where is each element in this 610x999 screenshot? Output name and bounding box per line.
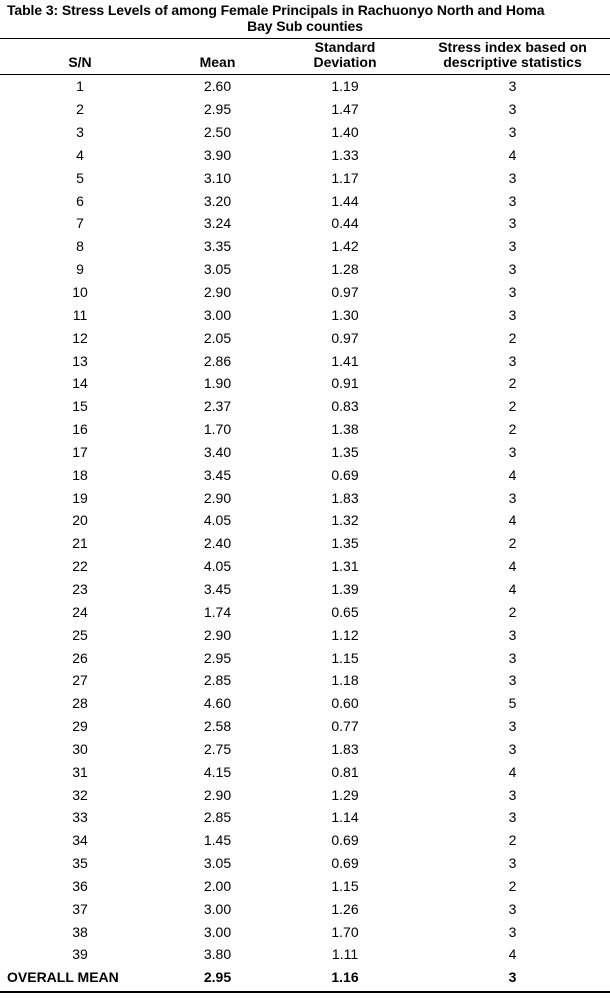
cell-stress-index: 2 (508, 329, 517, 346)
table-row (0, 783, 610, 806)
cell-sn: 28 (72, 695, 88, 712)
cell-mean: 3.10 (203, 169, 232, 186)
table-row (0, 920, 610, 943)
cell-sd: 1.38 (331, 421, 359, 438)
cell-sd: 1.30 (331, 306, 359, 323)
cell-sn: 21 (72, 535, 88, 552)
cell-sn: 37 (72, 900, 88, 917)
cell-sn: 19 (72, 489, 88, 506)
cell-sd: 1.29 (331, 786, 359, 803)
cell-mean: 3.80 (203, 946, 232, 963)
cell-stress-index: 2 (508, 877, 517, 894)
overall-sd-value: 1.16 (331, 969, 359, 985)
cell-stress-index: 4 (508, 558, 517, 575)
cell-sd: 1.31 (331, 558, 359, 575)
overall-label: OVERALL MEAN (7, 969, 119, 985)
cell-sn: 36 (72, 877, 88, 894)
table-row (0, 486, 610, 509)
table-row (0, 349, 610, 372)
header-sd-line-2: Deviation (313, 54, 377, 70)
cell-sd: 1.83 (331, 489, 359, 506)
cell-sn: 38 (72, 923, 88, 940)
cell-sd: 0.83 (331, 398, 359, 415)
table-row (0, 281, 610, 304)
cell-mean: 3.40 (203, 443, 232, 460)
cell-mean: 2.95 (203, 649, 232, 666)
cell-stress-index: 3 (508, 443, 517, 460)
cell-mean: 2.90 (203, 786, 232, 803)
table-row (0, 235, 610, 258)
table-row (0, 760, 610, 783)
cell-stress-index: 2 (508, 603, 517, 620)
table-row (0, 692, 610, 715)
cell-stress-index: 3 (508, 238, 517, 255)
cell-sd: 1.39 (331, 580, 359, 597)
cell-sn: 26 (72, 649, 88, 666)
cell-stress-index: 3 (508, 923, 517, 940)
overall-mean-value: 2.95 (203, 969, 232, 985)
table-row (0, 509, 610, 532)
cell-stress-index: 3 (508, 626, 517, 643)
table-row (0, 166, 610, 189)
cell-stress-index: 3 (508, 78, 517, 95)
cell-sn: 22 (72, 558, 88, 575)
cell-mean: 2.75 (203, 740, 232, 757)
cell-mean: 2.37 (203, 398, 232, 415)
cell-sn: 17 (72, 443, 88, 460)
cell-stress-index: 3 (508, 124, 517, 141)
cell-stress-index: 3 (508, 718, 517, 735)
table-row (0, 806, 610, 829)
cell-mean: 4.60 (203, 695, 232, 712)
cell-stress-index: 5 (508, 695, 517, 712)
table-row (0, 897, 610, 920)
header-sn: S/N (68, 54, 92, 70)
table-row (0, 875, 610, 898)
table-row (0, 623, 610, 646)
cell-sd: 1.14 (331, 809, 359, 826)
cell-stress-index: 2 (508, 375, 517, 392)
table-row (0, 441, 610, 464)
cell-sd: 1.17 (331, 169, 359, 186)
overall-index-value: 3 (508, 969, 517, 985)
cell-sn: 10 (72, 284, 88, 301)
table-row (0, 646, 610, 669)
cell-mean: 3.05 (203, 855, 232, 872)
cell-stress-index: 3 (508, 809, 517, 826)
cell-stress-index: 2 (508, 535, 517, 552)
cell-sn: 20 (72, 512, 88, 529)
cell-sd: 1.35 (331, 535, 359, 552)
cell-sn: 34 (72, 832, 88, 849)
cell-sn: 35 (72, 855, 88, 872)
cell-sn: 16 (72, 421, 88, 438)
cell-sn: 9 (76, 261, 84, 278)
header-standard-deviation (275, 40, 415, 74)
cell-mean: 1.45 (203, 832, 232, 849)
cell-sd: 1.35 (331, 443, 359, 460)
cell-mean: 3.90 (203, 146, 232, 163)
cell-sn: 31 (72, 763, 88, 780)
cell-sn: 3 (76, 124, 84, 141)
cell-mean: 4.05 (203, 558, 232, 575)
cell-mean: 2.58 (203, 718, 232, 735)
table-row (0, 737, 610, 760)
cell-mean: 2.85 (203, 672, 232, 689)
cell-sd: 1.33 (331, 146, 359, 163)
cell-sn: 2 (76, 101, 84, 118)
cell-sd: 0.65 (331, 603, 359, 620)
cell-mean: 2.05 (203, 329, 232, 346)
cell-sn: 12 (72, 329, 88, 346)
table-row (0, 418, 610, 441)
header-sd-line-1: Standard (314, 39, 376, 55)
cell-sd: 1.11 (331, 946, 359, 963)
cell-stress-index: 3 (508, 649, 517, 666)
cell-stress-index: 3 (508, 672, 517, 689)
cell-stress-index: 3 (508, 192, 517, 209)
cell-sd: 1.41 (331, 352, 359, 369)
table-row (0, 943, 610, 966)
cell-sn: 14 (72, 375, 88, 392)
table-row (0, 189, 610, 212)
cell-sd: 0.97 (331, 284, 359, 301)
cell-sn: 8 (76, 238, 84, 255)
cell-mean: 1.74 (203, 603, 232, 620)
cell-stress-index: 4 (508, 512, 517, 529)
cell-mean: 2.00 (203, 877, 232, 894)
table-row (0, 715, 610, 738)
cell-mean: 3.20 (203, 192, 232, 209)
cell-mean: 2.50 (203, 124, 232, 141)
table-row (0, 395, 610, 418)
cell-sd: 1.42 (331, 238, 359, 255)
cell-mean: 2.60 (203, 78, 232, 95)
cell-sd: 0.77 (331, 718, 359, 735)
cell-sd: 1.40 (331, 124, 359, 141)
cell-stress-index: 3 (508, 101, 517, 118)
header-stress-index (415, 40, 610, 74)
cell-sd: 1.83 (331, 740, 359, 757)
table-row (0, 578, 610, 601)
cell-stress-index: 3 (508, 855, 517, 872)
cell-sd: 1.18 (331, 672, 359, 689)
cell-mean: 2.95 (203, 101, 232, 118)
table-row (0, 829, 610, 852)
cell-stress-index: 3 (508, 900, 517, 917)
cell-sn: 6 (76, 192, 84, 209)
cell-sn: 4 (76, 146, 84, 163)
table-row (0, 600, 610, 623)
table-row (0, 144, 610, 167)
table-row (0, 852, 610, 875)
table-row (0, 372, 610, 395)
table-row (0, 326, 610, 349)
cell-mean: 3.35 (203, 238, 232, 255)
cell-sd: 1.19 (331, 78, 359, 95)
cell-sn: 29 (72, 718, 88, 735)
table-row (0, 555, 610, 578)
cell-sn: 18 (72, 466, 88, 483)
table-row (0, 532, 610, 555)
cell-stress-index: 4 (508, 146, 517, 163)
header-mean: Mean (199, 54, 236, 70)
cell-mean: 1.90 (203, 375, 232, 392)
cell-sn: 15 (72, 398, 88, 415)
cell-stress-index: 2 (508, 421, 517, 438)
cell-sd: 0.69 (331, 466, 359, 483)
table-row (0, 669, 610, 692)
cell-stress-index: 3 (508, 215, 517, 232)
cell-stress-index: 4 (508, 580, 517, 597)
cell-sn: 33 (72, 809, 88, 826)
cell-mean: 2.86 (203, 352, 232, 369)
cell-mean: 2.90 (203, 626, 232, 643)
cell-sd: 0.60 (331, 695, 359, 712)
cell-mean: 3.45 (203, 466, 232, 483)
table-row (0, 303, 610, 326)
cell-mean: 3.05 (203, 261, 232, 278)
cell-sd: 1.15 (331, 649, 359, 666)
cell-sd: 1.44 (331, 192, 359, 209)
cell-sd: 0.91 (331, 375, 359, 392)
cell-sn: 30 (72, 740, 88, 757)
cell-sd: 0.69 (331, 855, 359, 872)
table-row (0, 75, 610, 98)
caption-line-1: Table 3: Stress Levels of among Female Principals in Rachuonyo North and Homa (7, 2, 545, 18)
cell-stress-index: 3 (508, 284, 517, 301)
cell-mean: 3.00 (203, 900, 232, 917)
cell-sn: 5 (76, 169, 84, 186)
cell-sd: 1.28 (331, 261, 359, 278)
cell-stress-index: 3 (508, 306, 517, 323)
cell-sd: 1.47 (331, 101, 359, 118)
cell-mean: 3.00 (203, 306, 232, 323)
cell-mean: 3.24 (203, 215, 232, 232)
cell-stress-index: 4 (508, 466, 517, 483)
cell-sn: 24 (72, 603, 88, 620)
cell-sn: 32 (72, 786, 88, 803)
cell-stress-index: 2 (508, 832, 517, 849)
caption-line-2: Bay Sub counties (247, 18, 363, 34)
cell-stress-index: 4 (508, 763, 517, 780)
cell-stress-index: 3 (508, 786, 517, 803)
table-body (0, 75, 610, 966)
cell-sd: 0.44 (331, 215, 359, 232)
header-index-line-2: descriptive statistics (443, 54, 582, 70)
cell-sn: 27 (72, 672, 88, 689)
overall-mean-row (0, 966, 610, 988)
cell-sn: 13 (72, 352, 88, 369)
header-index-line-1: Stress index based on (438, 39, 587, 55)
cell-mean: 2.90 (203, 489, 232, 506)
cell-stress-index: 3 (508, 261, 517, 278)
cell-stress-index: 4 (508, 946, 517, 963)
table-caption (0, 2, 610, 34)
cell-stress-index: 2 (508, 398, 517, 415)
table-row (0, 121, 610, 144)
table-row (0, 98, 610, 121)
cell-sd: 1.15 (331, 877, 359, 894)
cell-sd: 0.81 (331, 763, 359, 780)
cell-mean: 3.45 (203, 580, 232, 597)
cell-sn: 39 (72, 946, 88, 963)
cell-mean: 4.15 (203, 763, 232, 780)
cell-mean: 3.00 (203, 923, 232, 940)
cell-sd: 1.70 (331, 923, 359, 940)
cell-sn: 23 (72, 580, 88, 597)
cell-sn: 1 (76, 78, 84, 95)
cell-mean: 2.85 (203, 809, 232, 826)
cell-mean: 1.70 (203, 421, 232, 438)
cell-sd: 1.26 (331, 900, 359, 917)
table-row (0, 212, 610, 235)
cell-sd: 0.97 (331, 329, 359, 346)
cell-mean: 4.05 (203, 512, 232, 529)
cell-stress-index: 3 (508, 169, 517, 186)
cell-stress-index: 3 (508, 489, 517, 506)
cell-stress-index: 3 (508, 352, 517, 369)
table-row (0, 258, 610, 281)
cell-sn: 11 (72, 306, 88, 323)
table-bottom-rule (0, 991, 610, 993)
cell-mean: 2.40 (203, 535, 232, 552)
cell-sn: 7 (76, 215, 84, 232)
cell-sd: 1.12 (331, 626, 359, 643)
cell-mean: 2.90 (203, 284, 232, 301)
table-row (0, 463, 610, 486)
cell-sd: 1.32 (331, 512, 359, 529)
cell-stress-index: 3 (508, 740, 517, 757)
cell-sd: 0.69 (331, 832, 359, 849)
cell-sn: 25 (72, 626, 88, 643)
